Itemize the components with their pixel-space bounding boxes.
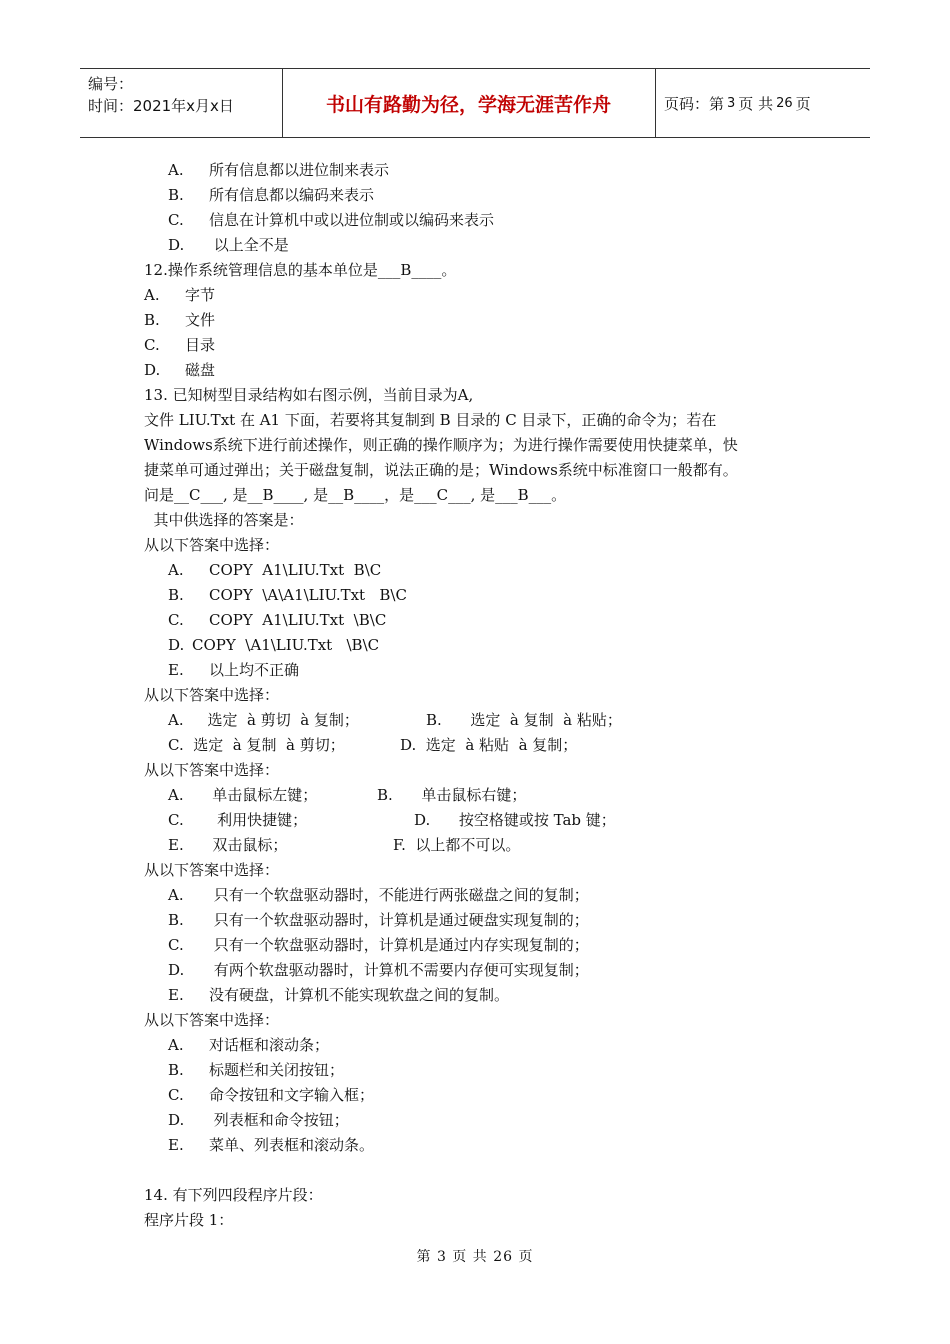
page-number: 3 — [727, 95, 736, 111]
option-text: 文件 — [185, 311, 216, 329]
choose-label: 从以下答案中选择： — [144, 686, 280, 704]
question-13-line: 其中供选择的答案是： — [144, 511, 304, 529]
option-letter: B. — [168, 1061, 184, 1079]
option-line — [144, 1058, 824, 1083]
option-text: 所有信息都以进位制来表示 — [209, 161, 390, 179]
option-text: 信息在计算机中或以进位制或以编码来表示 — [209, 211, 495, 229]
option-line — [144, 558, 824, 583]
page-footer: 第 3 页 共 26 页 — [416, 1249, 534, 1265]
option-text: COPY \A1\LIU.Txt \B\C — [192, 636, 380, 654]
spacer — [144, 1158, 824, 1183]
option-line — [144, 333, 824, 358]
option-letter: B. — [168, 186, 184, 204]
time-label: 时间：2021年x月x日 — [88, 97, 234, 115]
option-text: D. 选定 à 粘贴 à 复制； — [400, 736, 578, 754]
question-13-line: 13. 已知树型目录结构如右图示例，当前目录为A, — [144, 386, 474, 404]
option-text: C. 利用快捷键； — [168, 811, 308, 829]
option-line — [144, 1083, 824, 1108]
option-text: COPY \A\A1\LIU.Txt B\C — [209, 586, 407, 604]
question-12: 12.操作系统管理信息的基本单位是___B____。 — [144, 261, 457, 279]
page-prefix: 页码：第 — [664, 94, 725, 113]
choose-label: 从以下答案中选择： — [144, 761, 280, 779]
option-line — [144, 608, 824, 633]
option-text: 字节 — [185, 286, 216, 304]
option-text: 以上均不正确 — [209, 661, 300, 679]
option-letter: C. — [168, 936, 184, 954]
question-13-line: Windows系统下进行前述操作，则正确的操作顺序为；为进行操作需要使用快捷菜单，快 — [144, 436, 738, 454]
option-text: D. 按空格键或按 Tab 键； — [414, 811, 616, 829]
option-text: 只有一个软盘驱动器时，不能进行两张磁盘之间的复制； — [209, 886, 589, 904]
question-13-line: 捷菜单可通过弹出；关于磁盘复制，说法正确的是；Windows系统中标准窗口一般都有。 — [144, 461, 738, 479]
option-text: 标题栏和关闭按钮； — [209, 1061, 345, 1079]
header-page-info — [664, 69, 811, 137]
document-body — [144, 158, 824, 1233]
option-text: 对话框和滚动条； — [209, 1036, 330, 1054]
option-text: 有两个软盘驱动器时，计算机不需要内存便可实现复制； — [209, 961, 589, 979]
option-text: B. 选定 à 复制 à 粘贴； — [426, 711, 622, 729]
question-14-sub: 程序片段 1： — [144, 1211, 234, 1229]
option-text: 命令按钮和文字输入框； — [209, 1086, 375, 1104]
option-line — [144, 308, 824, 333]
option-letter: D. — [168, 1111, 185, 1129]
page-mid: 页 共 — [738, 94, 774, 113]
option-letter: E. — [168, 986, 184, 1004]
option-letter: B. — [168, 911, 184, 929]
option-line — [144, 283, 824, 308]
option-row — [144, 708, 824, 733]
option-text: 以上全不是 — [209, 236, 289, 254]
option-line — [144, 233, 824, 258]
header-motto: 书山有路勤为径，学海无涯苦作舟 — [325, 93, 611, 116]
option-row — [144, 783, 824, 808]
option-text: 目录 — [185, 336, 216, 354]
choose-label: 从以下答案中选择： — [144, 1011, 280, 1029]
option-letter: D. — [168, 961, 185, 979]
option-text: 只有一个软盘驱动器时，计算机是通过内存实现复制的； — [209, 936, 589, 954]
option-text: E. 双击鼠标； — [168, 836, 288, 854]
choose-label: 从以下答案中选择： — [144, 861, 280, 879]
option-letter: C. — [144, 336, 160, 354]
option-line — [144, 883, 824, 908]
option-text: F. 以上都不可以。 — [393, 836, 521, 854]
option-line — [144, 983, 824, 1008]
header-meta — [88, 73, 234, 117]
option-letter: C. — [168, 211, 184, 229]
option-line — [144, 633, 824, 658]
option-letter: A. — [168, 1036, 184, 1054]
option-letter: A. — [168, 561, 184, 579]
question-13-line: 问是__C___, 是__B____, 是__B____，是___C___, 是___B___。 — [144, 486, 567, 504]
option-letter: C. — [168, 1086, 184, 1104]
option-line — [144, 933, 824, 958]
option-line — [144, 908, 824, 933]
option-line — [144, 1033, 824, 1058]
option-letter: A. — [168, 161, 184, 179]
option-text: COPY A1\LIU.Txt \B\C — [209, 611, 387, 629]
option-row — [144, 733, 824, 758]
option-text: 没有硬盘，计算机不能实现软盘之间的复制。 — [209, 986, 510, 1004]
option-text: 只有一个软盘驱动器时，计算机是通过硬盘实现复制的； — [209, 911, 589, 929]
option-line — [144, 1133, 824, 1158]
option-letter: B. — [144, 311, 160, 329]
option-letter: E. — [168, 661, 184, 679]
header-divider — [655, 69, 656, 137]
choose-label: 从以下答案中选择： — [144, 536, 280, 554]
option-letter: A. — [168, 886, 184, 904]
question-13-line: 文件 LIU.Txt 在 A1 下面，若要将其复制到 B 目录的 C 目录下，正确的命令为；若在 — [144, 411, 717, 429]
option-letter: D. — [168, 636, 185, 654]
option-row — [144, 833, 824, 858]
option-text: 菜单、列表框和滚动条。 — [209, 1136, 375, 1154]
option-line — [144, 1108, 824, 1133]
page-total: 26 — [776, 95, 793, 111]
option-text: COPY A1\LIU.Txt B\C — [209, 561, 382, 579]
option-row — [144, 808, 824, 833]
option-letter: E. — [168, 1136, 184, 1154]
option-text: C. 选定 à 复制 à 剪切； — [168, 736, 345, 754]
option-letter: C. — [168, 611, 184, 629]
option-letter: A. — [144, 286, 160, 304]
option-line — [144, 158, 824, 183]
option-text: 磁盘 — [185, 361, 216, 379]
option-letter: B. — [168, 586, 184, 604]
option-letter: D. — [144, 361, 161, 379]
option-text: B. 单击鼠标右键； — [377, 786, 527, 804]
option-line — [144, 583, 824, 608]
page-suffix: 页 — [795, 94, 811, 113]
serial-label: 编号： — [88, 75, 134, 93]
option-letter: D. — [168, 236, 185, 254]
option-line — [144, 958, 824, 983]
option-line — [144, 208, 824, 233]
option-text: A. 单击鼠标左键； — [168, 786, 318, 804]
option-line — [144, 358, 824, 383]
option-line — [144, 183, 824, 208]
option-text: 列表框和命令按钮； — [209, 1111, 349, 1129]
question-14: 14. 有下列四段程序片段： — [144, 1186, 323, 1204]
page-header — [80, 68, 870, 138]
option-text: 所有信息都以编码来表示 — [209, 186, 375, 204]
option-line — [144, 658, 824, 683]
option-text: A. 选定 à 剪切 à 复制； — [168, 711, 359, 729]
